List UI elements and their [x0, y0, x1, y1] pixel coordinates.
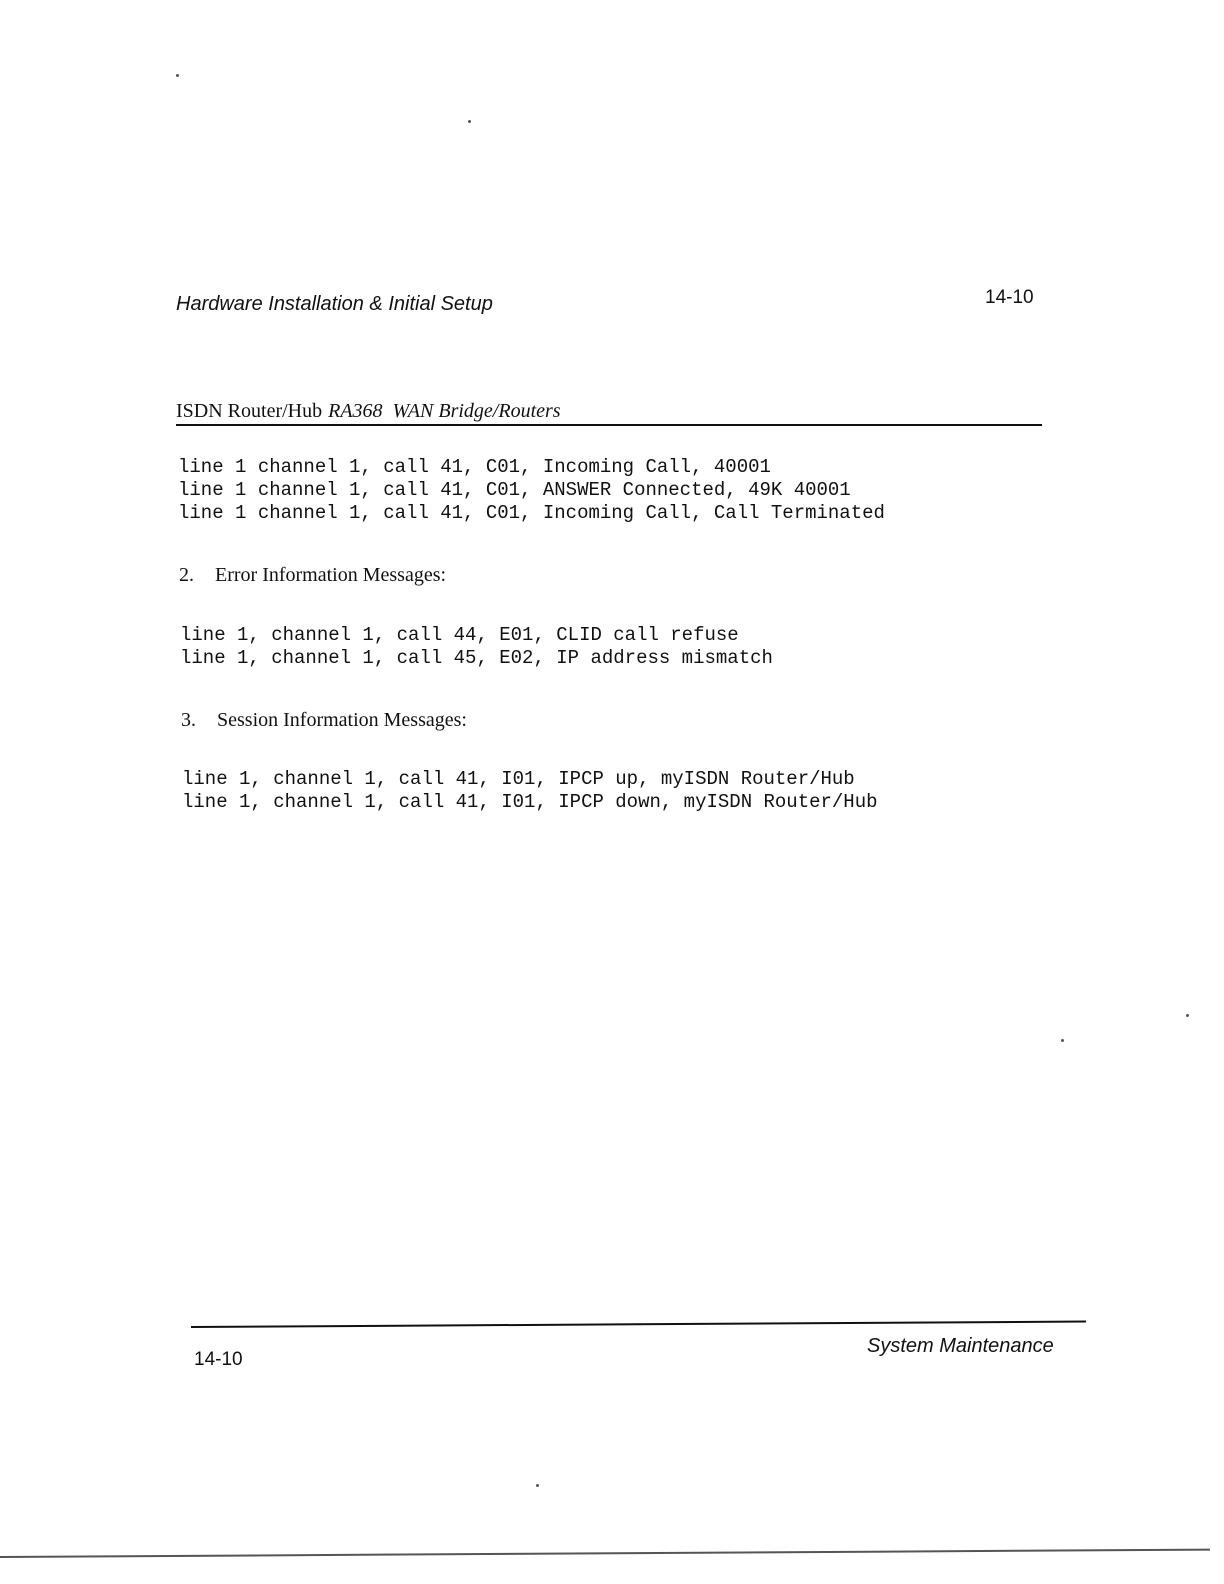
footer-page-number: 14-10 [194, 1349, 243, 1370]
section-header-model: RA368 [328, 400, 383, 422]
call-messages-code-block [178, 456, 885, 525]
running-header-title: Hardware Installation & Initial Setup [176, 293, 493, 315]
scan-speck [536, 1484, 539, 1487]
code-line: line 1, channel 1, call 41, I01, IPCP up, myISDN Router/Hub [182, 768, 855, 790]
error-messages-heading [179, 564, 446, 587]
heading-title: Error Information Messages: [215, 564, 447, 586]
footer-chapter-title: System Maintenance [867, 1335, 1054, 1357]
heading-number: 2. [179, 564, 194, 586]
session-messages-heading [181, 709, 467, 732]
code-line: line 1, channel 1, call 45, E02, IP address mismatch [180, 647, 773, 669]
code-line: line 1 channel 1, call 41, C01, Incoming Call, 40001 [178, 456, 771, 478]
section-header [176, 400, 1042, 423]
error-messages-code-block [180, 624, 773, 670]
code-line: line 1 channel 1, call 41, C01, Incoming Call, Call Terminated [178, 502, 885, 524]
code-line: line 1 channel 1, call 41, C01, ANSWER Connected, 49K 40001 [178, 479, 851, 501]
scan-speck [468, 120, 471, 123]
scan-speck [176, 74, 179, 77]
session-messages-code-block [182, 768, 878, 814]
scan-edge-line [0, 1549, 1210, 1558]
section-header-product: WAN Bridge/Routers [392, 400, 561, 422]
heading-number: 3. [181, 709, 196, 731]
heading-title: Session Information Messages: [217, 709, 467, 731]
code-line: line 1, channel 1, call 41, I01, IPCP down, myISDN Router/Hub [182, 791, 878, 813]
code-line: line 1, channel 1, call 44, E01, CLID call refuse [180, 624, 739, 646]
running-header-page-number: 14-10 [985, 287, 1034, 308]
scan-speck [1061, 1039, 1064, 1042]
scan-speck [1186, 1014, 1189, 1017]
section-header-prefix: ISDN Router/Hub [176, 400, 323, 422]
section-header-rule [176, 424, 1042, 426]
footer-rule [191, 1321, 1086, 1328]
